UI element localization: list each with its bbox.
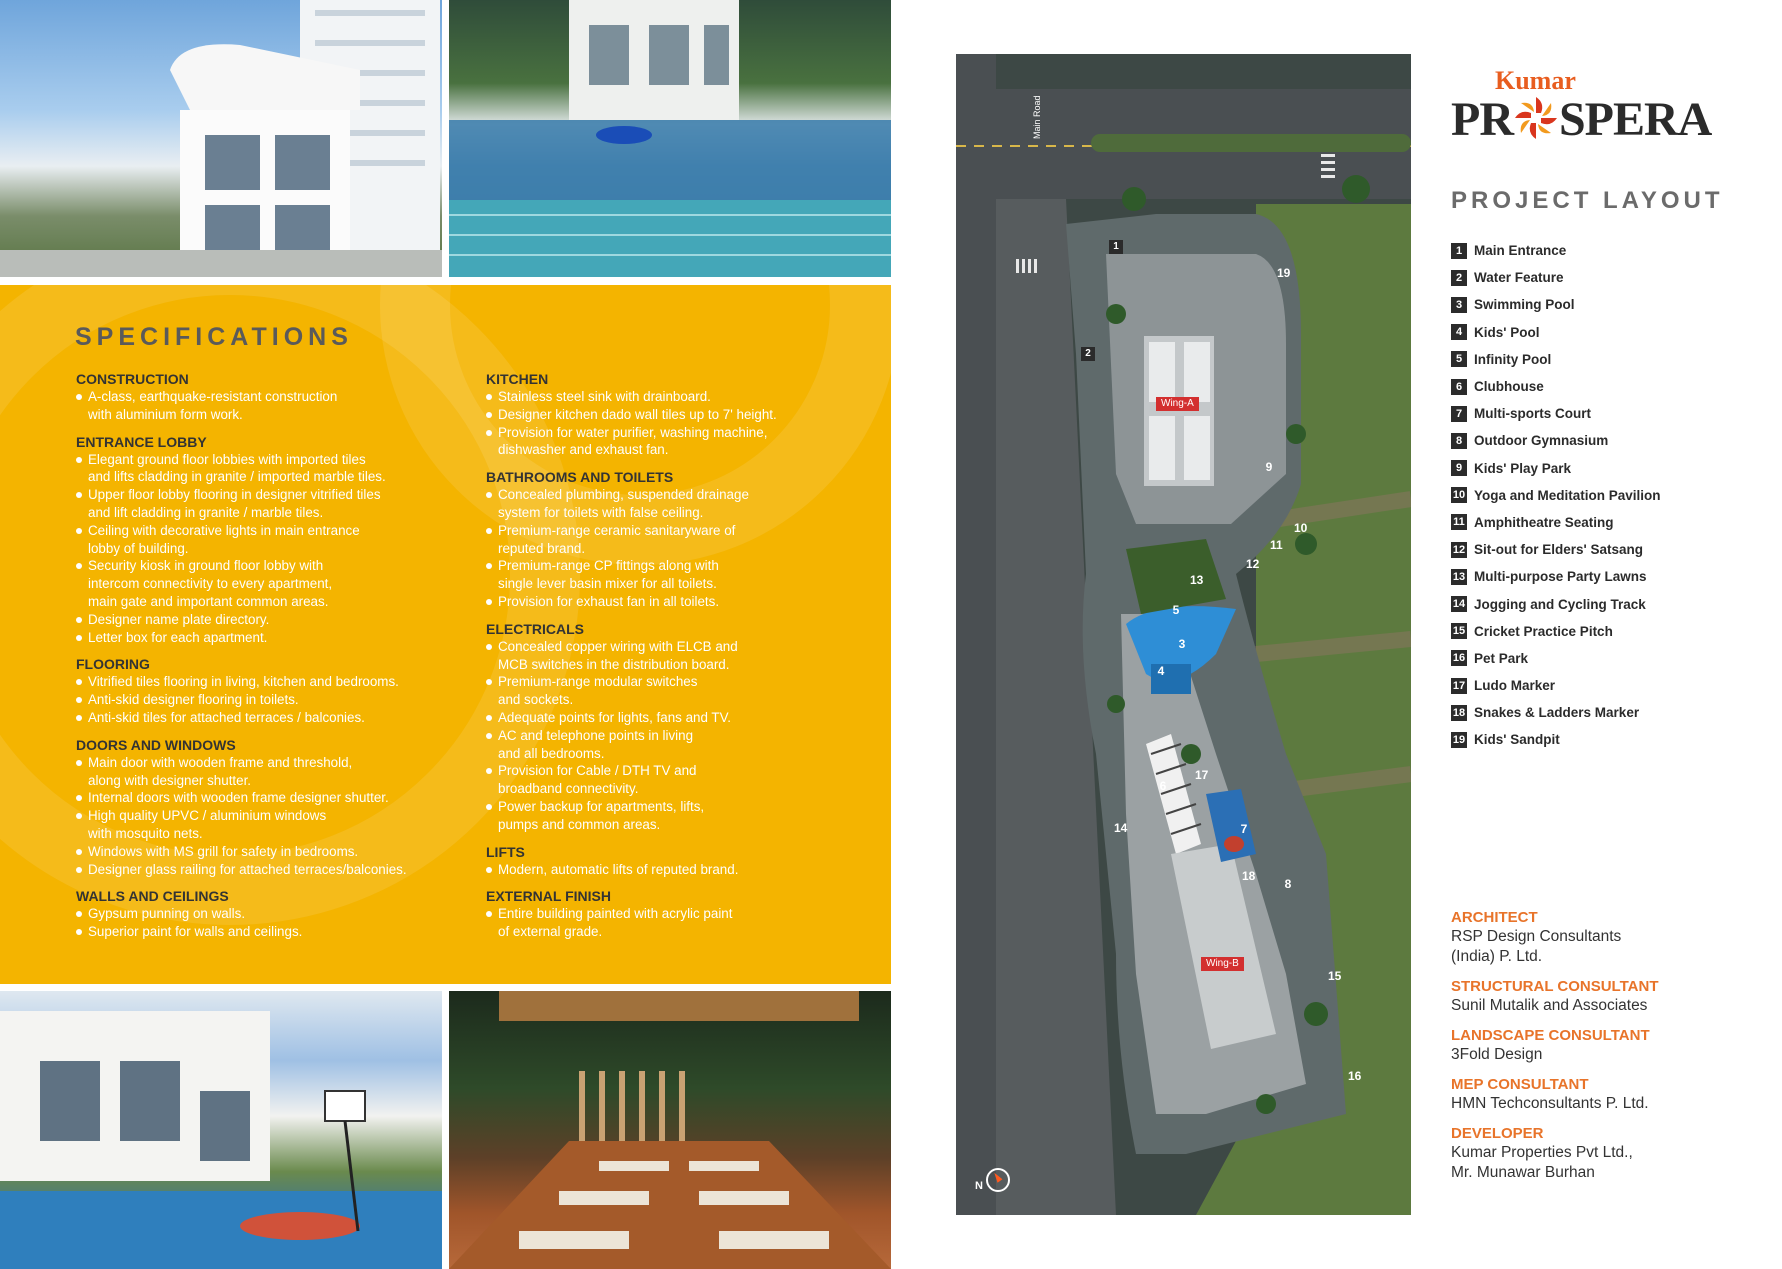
legend-label: Ludo Marker bbox=[1474, 678, 1556, 694]
legend-number: 12 bbox=[1452, 543, 1466, 556]
credit-role: LANDSCAPE CONSULTANT bbox=[1451, 1027, 1650, 1044]
spec-item: Power backup for apartments, lifts, pumps and common areas. bbox=[486, 798, 886, 834]
map-marker-4[interactable]: 4 bbox=[1157, 664, 1165, 678]
legend-label: Kids' Sandpit bbox=[1474, 732, 1560, 748]
spec-item: Security kiosk in ground floor lobby with intercom connectivity to every apartment, main gate and important common areas. bbox=[76, 557, 476, 610]
legend-number: 10 bbox=[1452, 489, 1466, 502]
main-road-label: Main Road bbox=[1032, 95, 1042, 139]
spec-item: Designer glass railing for attached terraces/balconies. bbox=[76, 861, 476, 879]
credit-name: RSP Design Consultants (India) P. Ltd. bbox=[1451, 928, 1622, 965]
photo-sports-court bbox=[0, 991, 442, 1269]
legend-number: 9 bbox=[1451, 460, 1467, 476]
map-marker-12[interactable]: 12 bbox=[1246, 557, 1260, 571]
legend-item bbox=[1451, 536, 1661, 563]
map-marker-15[interactable]: 15 bbox=[1328, 969, 1342, 983]
site-plan-drawing bbox=[956, 54, 1411, 1215]
legend-label: Water Feature bbox=[1474, 270, 1564, 286]
legend-number: 16 bbox=[1452, 652, 1466, 665]
spec-item: Windows with MS grill for safety in bedrooms. bbox=[76, 843, 476, 861]
specifications-left-column bbox=[76, 371, 476, 941]
legend-label: Clubhouse bbox=[1474, 379, 1544, 395]
legend-number: 18 bbox=[1452, 706, 1466, 719]
legend-item bbox=[1451, 726, 1661, 753]
spec-item: Premium-range modular switches and sockets. bbox=[486, 673, 886, 709]
spec-item: Provision for water purifier, washing machine, dishwasher and exhaust fan. bbox=[486, 424, 886, 460]
legend-item bbox=[1451, 563, 1661, 590]
map-marker-14[interactable]: 14 bbox=[1114, 821, 1128, 835]
spec-section-list bbox=[486, 486, 886, 611]
spec-item: Modern, automatic lifts of reputed brand. bbox=[486, 861, 886, 879]
legend-number: 4 bbox=[1451, 324, 1467, 340]
spec-section-heading: ELECTRICALS bbox=[486, 620, 584, 637]
spec-item: A-class, earthquake-resistant construction with aluminium form work. bbox=[76, 388, 476, 424]
spec-item: Designer kitchen dado wall tiles up to 7' height. bbox=[486, 406, 886, 424]
map-marker-13[interactable]: 13 bbox=[1190, 573, 1204, 587]
spec-item: Letter box for each apartment. bbox=[76, 629, 476, 647]
spec-item: Elegant ground floor lobbies with imported tiles and lifts cladding in granite / imported marble tiles. bbox=[76, 451, 476, 487]
wing-b-label: Wing-B bbox=[1201, 957, 1244, 971]
logo-swirl-icon bbox=[1511, 93, 1561, 143]
legend-label: Pet Park bbox=[1474, 650, 1529, 666]
photo-swimming-pool bbox=[449, 0, 891, 277]
spec-section-heading: WALLS AND CEILINGS bbox=[76, 888, 229, 905]
credit-entry bbox=[1451, 977, 1751, 1016]
spec-item: Entire building painted with acrylic paint of external grade. bbox=[486, 905, 886, 941]
map-marker-7[interactable]: 7 bbox=[1240, 822, 1248, 836]
specifications-title: SPECIFICATIONS bbox=[75, 323, 353, 351]
legend-item bbox=[1451, 291, 1661, 318]
north-label: N bbox=[975, 1180, 983, 1192]
spec-item: Provision for exhaust fan in all toilets. bbox=[486, 593, 886, 611]
spec-section-heading: ENTRANCE LOBBY bbox=[76, 433, 207, 450]
pavilion-illustration bbox=[449, 991, 891, 1269]
logo-name-right: SPERA bbox=[1558, 93, 1712, 146]
map-marker-9[interactable]: 9 bbox=[1265, 460, 1273, 474]
spec-section-heading: EXTERNAL FINISH bbox=[486, 888, 611, 905]
legend-number: 13 bbox=[1452, 570, 1466, 583]
legend-label: Yoga and Meditation Pavilion bbox=[1474, 487, 1661, 503]
specifications-panel bbox=[0, 285, 891, 984]
legend-label: Amphitheatre Seating bbox=[1474, 514, 1614, 530]
spec-section-list bbox=[486, 905, 886, 941]
photo-building-exterior bbox=[0, 0, 442, 277]
legend-item bbox=[1451, 400, 1661, 427]
legend-label: Cricket Practice Pitch bbox=[1474, 623, 1613, 639]
map-marker-17[interactable]: 17 bbox=[1195, 768, 1209, 782]
spec-item: Concealed copper wiring with ELCB and MCB switches in the distribution board. bbox=[486, 638, 886, 674]
kumar-prospera-logo bbox=[1451, 66, 1726, 161]
spec-section-list bbox=[486, 388, 886, 459]
legend-label: Jogging and Cycling Track bbox=[1474, 596, 1646, 612]
legend-item bbox=[1451, 482, 1661, 509]
legend-label: Kids' Pool bbox=[1474, 324, 1540, 340]
spec-item: Concealed plumbing, suspended drainage system for toilets with false ceiling. bbox=[486, 486, 886, 522]
spec-item: Gypsum punning on walls. bbox=[76, 905, 476, 923]
legend-number: 11 bbox=[1451, 514, 1467, 530]
legend-label: Sit-out for Elders' Satsang bbox=[1474, 542, 1643, 558]
spec-item: AC and telephone points in living and all bedrooms. bbox=[486, 727, 886, 763]
map-marker-6[interactable]: 6 bbox=[1159, 779, 1167, 793]
compass-icon bbox=[986, 1168, 1010, 1192]
legend-item bbox=[1451, 509, 1661, 536]
photo-yoga-pavilion bbox=[449, 991, 891, 1269]
legend-item bbox=[1451, 427, 1661, 454]
legend-label: Multi-sports Court bbox=[1474, 406, 1591, 422]
court-illustration bbox=[0, 991, 442, 1269]
credit-role: ARCHITECT bbox=[1451, 909, 1538, 926]
spec-item: Designer name plate directory. bbox=[76, 611, 476, 629]
logo-name-left: PR bbox=[1451, 93, 1513, 146]
spec-section-list bbox=[76, 673, 476, 726]
credit-role: DEVELOPER bbox=[1451, 1125, 1544, 1142]
building-illustration bbox=[0, 0, 442, 277]
spec-item: Provision for Cable / DTH TV and broadband connectivity. bbox=[486, 762, 886, 798]
legend-number: 19 bbox=[1452, 733, 1466, 746]
spec-section-list bbox=[76, 754, 476, 879]
legend-item bbox=[1451, 373, 1661, 400]
specifications-right-column bbox=[486, 371, 886, 941]
credit-entry bbox=[1451, 1124, 1751, 1183]
map-marker-19[interactable]: 19 bbox=[1277, 266, 1291, 280]
spec-item: High quality UPVC / aluminium windows with mosquito nets. bbox=[76, 807, 476, 843]
project-credits bbox=[1451, 908, 1751, 1193]
legend-label: Infinity Pool bbox=[1474, 351, 1552, 367]
legend-item bbox=[1451, 672, 1661, 699]
credit-name: Sunil Mutalik and Associates bbox=[1451, 997, 1648, 1014]
spec-section-heading: FLOORING bbox=[76, 656, 150, 673]
map-marker-8[interactable]: 8 bbox=[1284, 877, 1292, 891]
legend-item bbox=[1451, 590, 1661, 617]
spec-item: Anti-skid tiles for attached terraces / balconies. bbox=[76, 709, 476, 727]
spec-item: Premium-range ceramic sanitaryware of reputed brand. bbox=[486, 522, 886, 558]
legend-number: 1 bbox=[1451, 243, 1467, 259]
project-layout-legend bbox=[1451, 237, 1661, 754]
spec-item: Stainless steel sink with drainboard. bbox=[486, 388, 886, 406]
spec-section-list bbox=[486, 638, 886, 834]
spec-section-list bbox=[76, 905, 476, 941]
legend-number: 14 bbox=[1452, 598, 1466, 611]
pool-illustration bbox=[449, 0, 891, 277]
legend-number: 6 bbox=[1451, 379, 1467, 395]
credit-role: STRUCTURAL CONSULTANT bbox=[1451, 978, 1659, 995]
legend-label: Main Entrance bbox=[1474, 243, 1567, 259]
spec-item: Vitrified tiles flooring in living, kitchen and bedrooms. bbox=[76, 673, 476, 691]
legend-item bbox=[1451, 645, 1661, 672]
legend-number: 7 bbox=[1451, 406, 1467, 422]
legend-item bbox=[1451, 237, 1661, 264]
project-layout-title: PROJECT LAYOUT bbox=[1451, 187, 1724, 214]
legend-number: 8 bbox=[1451, 433, 1467, 449]
credit-entry bbox=[1451, 1026, 1751, 1065]
legend-item bbox=[1451, 264, 1661, 291]
legend-item bbox=[1451, 346, 1661, 373]
map-marker-2[interactable]: 2 bbox=[1081, 347, 1095, 361]
legend-item bbox=[1451, 618, 1661, 645]
credit-name: HMN Techconsultants P. Ltd. bbox=[1451, 1095, 1649, 1112]
credit-name: 3Fold Design bbox=[1451, 1046, 1543, 1063]
spec-section-list bbox=[76, 451, 476, 647]
legend-number: 17 bbox=[1452, 679, 1466, 692]
spec-section-list bbox=[486, 861, 886, 879]
legend-number: 3 bbox=[1451, 297, 1467, 313]
spec-item: Superior paint for walls and ceilings. bbox=[76, 923, 476, 941]
legend-item bbox=[1451, 319, 1661, 346]
legend-number: 2 bbox=[1451, 270, 1467, 286]
credit-name: Kumar Properties Pvt Ltd., Mr. Munawar Burhan bbox=[1451, 1144, 1633, 1181]
map-marker-3[interactable]: 3 bbox=[1178, 637, 1186, 651]
map-marker-11[interactable]: 11 bbox=[1270, 538, 1283, 552]
spec-item: Internal doors with wooden frame designer shutter. bbox=[76, 789, 476, 807]
legend-label: Multi-purpose Party Lawns bbox=[1474, 569, 1647, 585]
legend-number: 15 bbox=[1452, 625, 1466, 638]
spec-section-heading: DOORS AND WINDOWS bbox=[76, 736, 236, 753]
spec-item: Upper floor lobby flooring in designer vitrified tiles and lift cladding in granite / marble tiles. bbox=[76, 486, 476, 522]
wing-a-label: Wing-A bbox=[1156, 397, 1199, 411]
project-site-map bbox=[956, 54, 1411, 1215]
legend-label: Snakes & Ladders Marker bbox=[1474, 705, 1640, 721]
map-marker-1[interactable]: 1 bbox=[1109, 240, 1123, 254]
map-marker-16[interactable]: 16 bbox=[1348, 1069, 1362, 1083]
legend-item bbox=[1451, 699, 1661, 726]
legend-number: 5 bbox=[1451, 351, 1467, 367]
credit-role: MEP CONSULTANT bbox=[1451, 1076, 1589, 1093]
map-marker-5[interactable]: 5 bbox=[1172, 603, 1180, 617]
spec-item: Main door with wooden frame and threshold, along with designer shutter. bbox=[76, 754, 476, 790]
logo-name bbox=[1451, 92, 1711, 147]
spec-item: Ceiling with decorative lights in main entrance lobby of building. bbox=[76, 522, 476, 558]
credit-entry bbox=[1451, 908, 1751, 967]
spec-section-heading: KITCHEN bbox=[486, 371, 549, 387]
legend-label: Kids' Play Park bbox=[1474, 460, 1572, 476]
legend-label: Outdoor Gymnasium bbox=[1474, 433, 1609, 449]
spec-section-heading: CONSTRUCTION bbox=[76, 371, 189, 387]
legend-item bbox=[1451, 455, 1661, 482]
spec-item: Anti-skid designer flooring in toilets. bbox=[76, 691, 476, 709]
map-marker-18[interactable]: 18 bbox=[1242, 869, 1256, 883]
credit-entry bbox=[1451, 1075, 1751, 1114]
spec-section-heading: LIFTS bbox=[486, 843, 525, 860]
logo-brand-text: Kumar bbox=[1495, 66, 1576, 95]
spec-section-list bbox=[76, 388, 476, 424]
map-marker-10[interactable]: 10 bbox=[1294, 521, 1308, 535]
legend-label: Swimming Pool bbox=[1474, 297, 1575, 313]
spec-section-heading: BATHROOMS AND TOILETS bbox=[486, 469, 674, 486]
spec-item: Premium-range CP fittings along with single lever basin mixer for all toilets. bbox=[486, 557, 886, 593]
spec-item: Adequate points for lights, fans and TV. bbox=[486, 709, 886, 727]
